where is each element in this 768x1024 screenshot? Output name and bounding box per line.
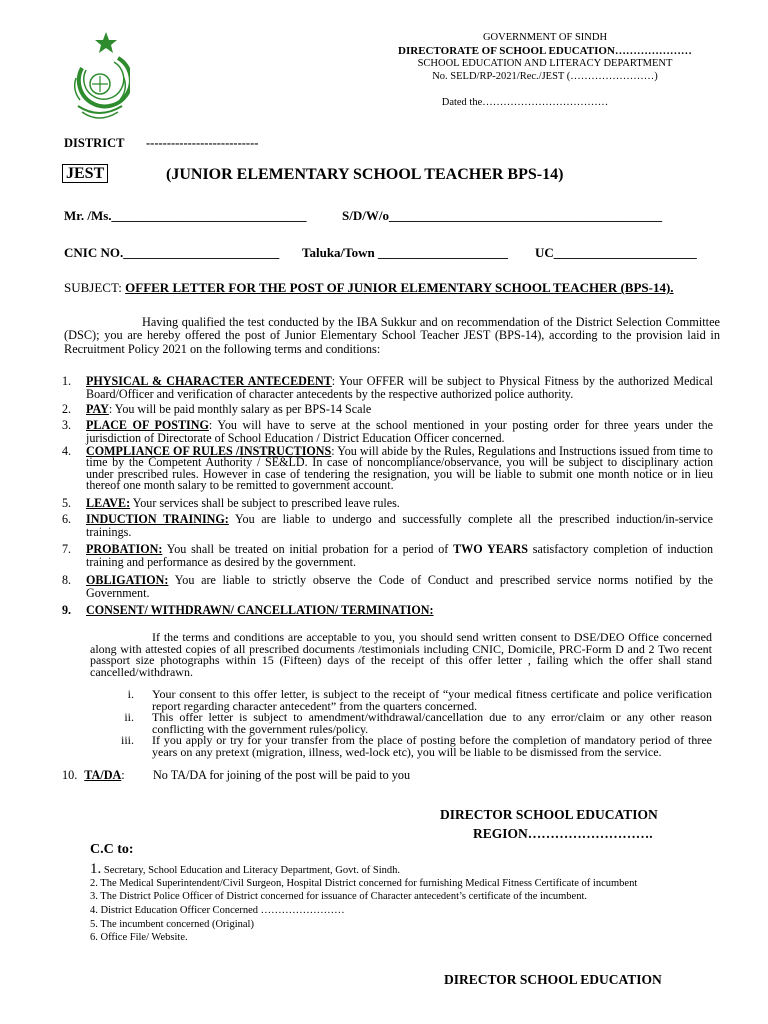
intro-paragraph: Having qualified the test conducted by the IBA Sukkur and on recommendation of the District Selection Committee (DSC); you are hereby offered the post of Junior Elementary School Teacher JEST (BPS-14), according to the provision laid in Recruitment Policy 2021 on the following terms and conditions: [64, 315, 720, 356]
consent-paragraph: If the terms and conditions are acceptable to you, you should send written consent to DSE/DEO Office concerned along with attested copies of all prescribed documents /testimonials including CNIC, Domicile, PRC-Form D and 2 Two recent passport size photographs within 15 (Fifteen) days of the receipt of this offer letter , failing which the offer shall stand cancelled/withdrawn. [90, 630, 712, 680]
term-heading: LEAVE: [86, 496, 131, 510]
cc-item: 2. The Medical Superintendent/Civil Surgeon, Hospital District concerned for furnishing Medical Fitness Certificate of incumbent [90, 878, 638, 889]
term-heading: PHYSICAL & CHARACTER ANTECEDENT [86, 374, 332, 388]
subject-line: SUBJECT: OFFER LETTER FOR THE POST OF JUNIOR ELEMENTARY SCHOOL TEACHER (BPS-14). [64, 280, 674, 295]
header-reference-number: No. SELD/RP-2021/Rec./JEST (……………………) [432, 71, 658, 82]
post-code-box [62, 165, 108, 183]
parent-name-field: S/D/W/o__________________________________________ [342, 208, 662, 223]
header-government: GOVERNMENT OF SINDH [482, 32, 608, 43]
post-code: JEST [62, 164, 108, 183]
cc-item: 4. District Education Officer Concerned …………………… [90, 905, 345, 916]
post-title: (JUNIOR ELEMENTARY SCHOOL TEACHER BPS-14) [166, 166, 564, 183]
signature-title: DIRECTOR SCHOOL EDUCATION [440, 807, 658, 822]
term-heading: INDUCTION TRAINING: [86, 512, 229, 526]
term-heading: CONSENT/ WITHDRAWN/ CANCELLATION/ TERMINATION: [86, 603, 434, 617]
term-heading: PROBATION: [86, 542, 163, 556]
subject-text: OFFER LETTER FOR THE POST OF JUNIOR ELEMENTARY SCHOOL TEACHER (BPS-14). [125, 280, 674, 295]
header-dated: Dated the……………………………… [441, 97, 609, 108]
term-heading: TA/DA [84, 768, 122, 782]
signature-region: REGION………………………. [473, 826, 653, 841]
district-blank: --------------------------- [146, 136, 259, 150]
cc-heading: C.C to: [90, 842, 134, 857]
term-heading: COMPLIANCE OF RULES /INSTRUCTIONS [86, 444, 332, 458]
cc-item: 1. Secretary, School Education and Literacy Department, Govt. of Sindh. [90, 861, 401, 877]
subject-label: SUBJECT [64, 280, 119, 295]
taluka-field: Taluka/Town ____________________ [302, 245, 509, 260]
district-label: DISTRICT [64, 136, 125, 150]
cc-item: 6. Office File/ Website. [90, 932, 188, 943]
header-department: SCHOOL EDUCATION AND LITERACY DEPARTMENT [417, 58, 673, 69]
term-heading: OBLIGATION: [86, 573, 169, 587]
header-directorate: DIRECTORATE OF SCHOOL EDUCATION………………… [398, 45, 692, 57]
cnic-field: CNIC NO.________________________ [64, 245, 280, 260]
term-heading: PLACE OF POSTING [86, 418, 209, 432]
term-heading: PAY [86, 402, 109, 416]
name-field: Mr. /Ms.______________________________ [64, 208, 307, 223]
sindh-government-emblem [68, 28, 130, 124]
signature-title-bottom: DIRECTOR SCHOOL EDUCATION [444, 972, 662, 987]
ta-da-text: No TA/DA for joining of the post will be paid to you [153, 768, 411, 782]
cc-item: 3. The District Police Officer of District concerned for issuance of Character antecedent’s certificate of the incumbent. [90, 891, 587, 902]
uc-field: UC______________________ [535, 245, 697, 260]
term-item-ta-da: 10. TA/DA: [62, 768, 125, 782]
cc-item: 5. The incumbent concerned (Original) [90, 919, 254, 930]
